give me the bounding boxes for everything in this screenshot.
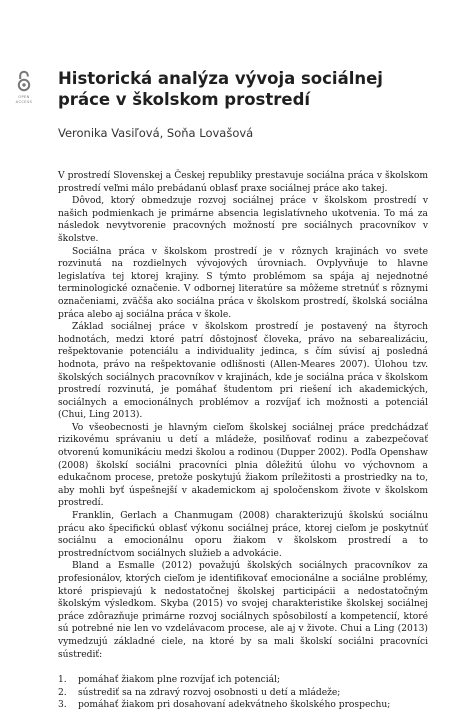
list-item-text: pomáhať žiakom plne rozvíjať ich potenciál; (78, 675, 281, 686)
list-item (58, 687, 428, 700)
open-access-icon (17, 70, 31, 92)
goals-list (58, 674, 428, 712)
list-item-text: sústrediť sa na zdravý rozvoj osobnosti u detí a mládeže; (78, 687, 341, 698)
list-item-number: 3. (58, 700, 67, 711)
article-title: Historická analýza vývoja sociálnej práce v školskom prostredí (58, 69, 383, 109)
paragraph: Vo všeobecnosti je hlavným cieľom školskej sociálnej práce predchádzať rizikovému správaniu u detí a mládeže, posilňovať rodinu a zabezpečovať otvorenú komunikáciu medzi školou a rodinou (Dupper 2002). Podľa Openshaw (2008) školskí sociálni pracovníci plnia dôležitú úlohu vo výchovnom a edukačnom procese, pretože poskytujú žiakom príležitosti a prostriedky na to, aby mohli byť úspešnejší v akademickom aj spoločenskom živote v školskom prostredí. (58, 422, 428, 509)
article-authors: Veronika Vasiľová, Soňa Lovašová (58, 126, 254, 140)
list-item-text: pomáhať žiakom pri dosahovaní adekvátneho školského prospechu; (78, 700, 391, 711)
paragraph: V prostredí Slovenskej a Českej republiky prestavuje sociálna práca v školskom prostredí veľmi málo prebádanú oblasť praxe sociálnej práce ako takej. (58, 171, 428, 194)
article-body (58, 170, 428, 712)
open-access-label: OPEN ACCESS (15, 95, 33, 104)
paragraph: Bland a Esmalle (2012) považujú školských sociálnych pracovníkov za profesionálov, ktorých cieľom je identifikovať emocionálne a sociálne problémy, ktoré prispievajú k nedostatočnej školskej participácii a nedostatočným školským výsledkom. Skyba (2015) vo svojej charakteristike školskej sociálnej práce zdôrazňuje primárne rozvoj sociálnych spôsobilostí a kompetencií, ktoré sú potrebné nie len vo vzdelávacom procese, ale aj v živote. Chui a Ling (2013) vymedzujú základné ciele, na ktoré by sa mali školskí sociálni pracovníci sústrediť: (58, 561, 428, 660)
list-item (58, 674, 428, 687)
list-item-number: 2. (58, 687, 67, 698)
paragraph: Dôvod, ktorý obmedzuje rozvoj sociálnej práce v školskom prostredí v našich podmienkach je primárne absencia legislatívneho ukotvenia. To má za následok nevytvorenie pracovných možností pre sociálnych pracovníkov v školstve. (58, 196, 428, 244)
open-access-logo (12, 70, 36, 105)
paragraph: Základ sociálnej práce v školskom prostredí je postavený na štyroch hodnotách, medzi ktoré patrí dôstojnosť človeka, právo na sebarealizáciu, rešpektovanie potenciálu a individuality jedinca, s čím súvisí aj posledná hodnota, právo na rešpektovanie odlišnosti (Allen-Meares 2007). Úlohou tzv. školských sociálnych pracovníkov v krajinách, kde je sociálna práca v školskom prostredí rozvinutá, je pomáhať študentom pri riešení ich akademických, sociálnych a emocionálnych problémov a rozvíjať ich možnosti a potenciál (Chui, Ling 2013). (58, 322, 428, 421)
paragraph: Sociálna práca v školskom prostredí je v rôznych krajinách vo svete rozvinutá na rozdielnych vývojových úrovniach. Ovplyvňuje to hlavne legislatíva tej ktorej krajiny. S týmto problémom sa spája aj nejednotné terminologické označenie. V odbornej literatúre sa môžeme stretnúť s rôznymi označeniami, zväčša ako sociálna práca v školskom prostredí, školská sociálna práca alebo aj sociálna práca v škole. (58, 246, 428, 320)
paragraph: Franklin, Gerlach a Chanmugam (2008) charakterizujú školskú sociálnu prácu ako špecifickú oblasť výkonu sociálnej práce, ktorej cieľom je poskytnúť sociálnu a emocionálnu oporu žiakom v školskom prostredí a to prostredníctvom sociálnych služieb a advokácie. (58, 511, 428, 559)
list-item (58, 699, 428, 712)
list-item-number: 1. (58, 675, 67, 686)
